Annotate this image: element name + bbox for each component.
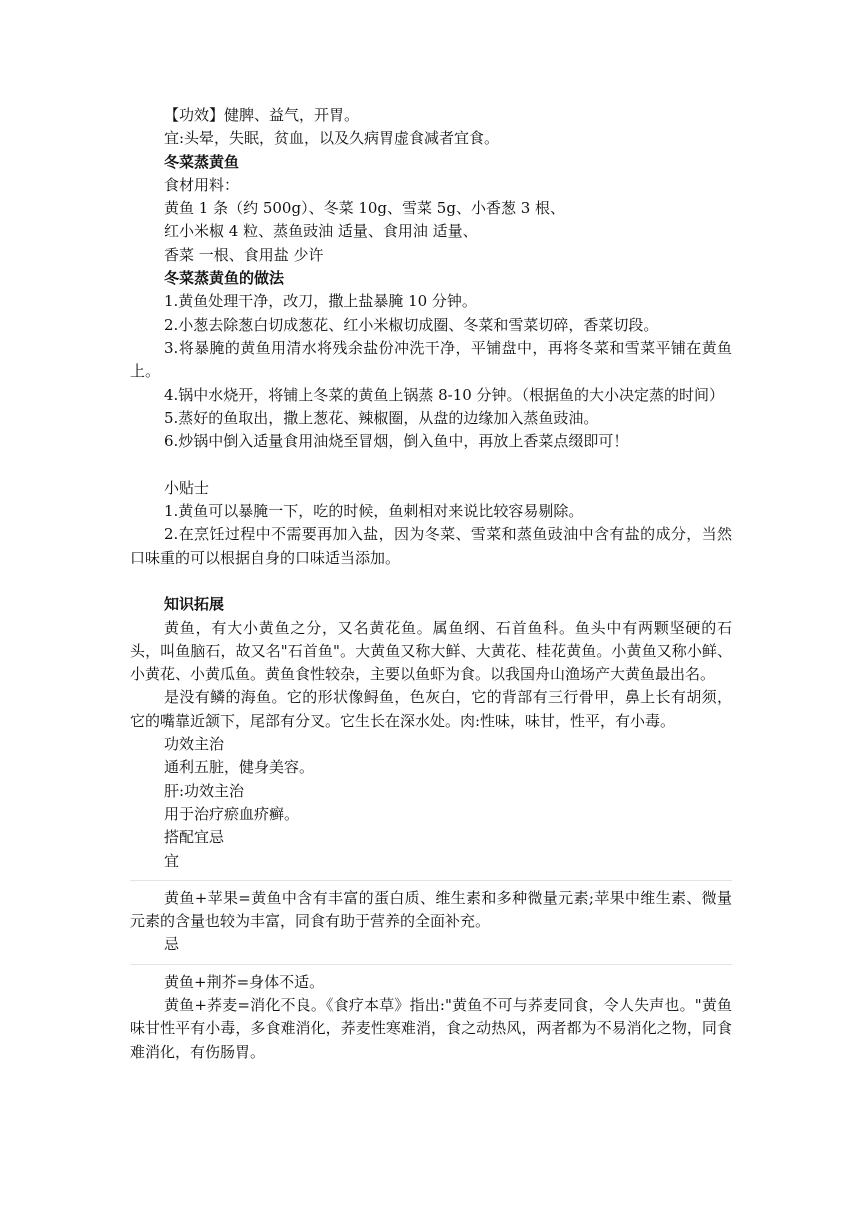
tips-title: 小贴士	[164, 478, 210, 497]
knowledge-paragraph: 用于治疗瘀血疥癣。	[164, 804, 300, 823]
suitable-pairing: 黄鱼+苹果=黄鱼中含有丰富的蛋白质、维生素和多种微量元素;苹果中维生素、微量元素的含量也较为丰富，同食有助于营养的全面补充。	[130, 888, 732, 931]
efficacy-intro: 【功效】健脾、益气，开胃。	[164, 106, 360, 124]
method-step: 4.锅中水烧开，将铺上冬菜的黄鱼上锅蒸 8-10 分钟。（根据鱼的大小决定蒸的时间）	[164, 385, 725, 404]
knowledge-paragraph: 是没有鳞的海鱼。它的形状像鲟鱼，色灰白，它的背部有三行骨甲，鼻上长有胡须，它的嘴靠近颔下，尾部有分叉。它生长在深水处。肉:性味，味甘，性平，有小毒。	[130, 688, 732, 730]
knowledge-heading: 肝:功效主治	[164, 781, 245, 800]
ingredients-line: 黄鱼 1 条（约 500g）、冬菜 10g、雪菜 5g、小香葱 3 根、	[164, 199, 566, 218]
knowledge-title: 知识拓展	[164, 595, 225, 614]
divider	[130, 880, 732, 881]
method-step: 2.小葱去除葱白切成葱花、红小米椒切成圈、冬菜和雪菜切碎，香菜切段。	[164, 315, 659, 334]
recipe-title: 冬菜蒸黄鱼	[164, 152, 240, 171]
method-step: 1.黄鱼处理干净，改刀，撒上盐暴腌 10 分钟。	[164, 292, 477, 311]
knowledge-paragraph: 黄鱼，有大小黄鱼之分，又名黄花鱼。属鱼纲、石首鱼科。鱼头中有两颗坚硬的石头，叫鱼脑石，故又名"石首鱼"。大黄鱼又称大鲜、大黄花、桂花黄鱼。小黄鱼又称小鲜、小黄花、小黄瓜鱼。黄鱼食性较杂，主要以鱼虾为食。以我国舟山渔场产大黄鱼最出名。	[130, 618, 732, 684]
tip-item: 2.在烹饪过程中不需要再加入盐，因为冬菜、雪菜和蒸鱼豉油中含有盐的成分，当然口味重的可以根据自身的口味适当添加。	[130, 525, 732, 567]
suitable-label: 宜	[164, 851, 180, 870]
method-title: 冬菜蒸黄鱼的做法	[164, 269, 285, 288]
tip-item: 1.黄鱼可以暴腌一下，吃的时候，鱼刺相对来说比较容易剔除。	[164, 502, 584, 521]
knowledge-heading: 搭配宜忌	[164, 828, 225, 847]
avoid-pairing: 黄鱼+荆芥=身体不适。	[164, 972, 325, 991]
avoid-label: 忌	[164, 935, 180, 954]
document-body	[130, 104, 732, 1064]
method-step: 6.炒锅中倒入适量食用油烧至冒烟，倒入鱼中，再放上香菜点缀即可！	[164, 432, 629, 451]
ingredients-line: 香菜 一根、食用盐 少许	[164, 245, 324, 264]
knowledge-paragraph: 通利五脏，健身美容。	[164, 758, 315, 777]
divider	[130, 964, 732, 965]
spacer	[130, 570, 732, 593]
suitable-intro: 宜:头晕，失眠，贫血，以及久病胃虚食减者宜食。	[164, 129, 500, 148]
spacer	[130, 453, 732, 476]
method-step: 5.蒸好的鱼取出，撒上葱花、辣椒圈，从盘的边缘加入蒸鱼豉油。	[164, 408, 599, 427]
ingredients-title: 食材用料：	[164, 175, 240, 194]
knowledge-heading: 功效主治	[164, 735, 225, 754]
method-step: 3.将暴腌的黄鱼用清水将残余盐份冲洗干净，平铺盘中，再将冬菜和雪菜平铺在黄鱼上。	[130, 338, 732, 381]
avoid-pairing: 黄鱼+荞麦=消化不良。《食疗本草》指出:"黄鱼不可与荞麦同食，令人失声也。"黄鱼味甘性平有小毒，多食难消化，荞麦性寒难消，食之动热风，两者都为不易消化之物，同食难消化，有伤肠胃。	[130, 995, 732, 1061]
ingredients-line: 红小米椒 4 粒、蒸鱼豉油 适量、食用油 适量、	[164, 222, 478, 241]
